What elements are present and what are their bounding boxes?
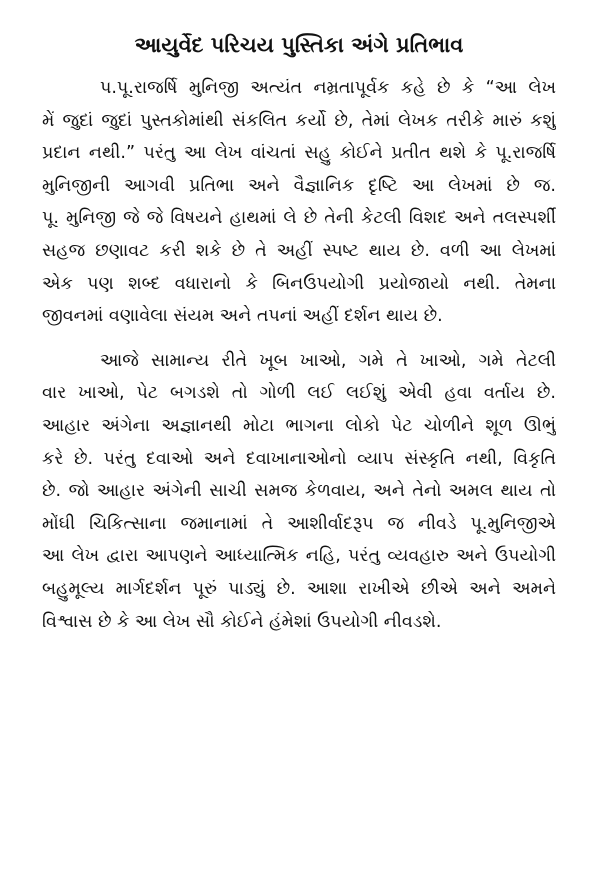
paragraph-line: મુનિજીની આગવી પ્રતિભા અને વૈજ્ઞાનિક દૃષ્ટિ આ લેખમાં છે જ. xyxy=(42,175,556,196)
paragraph-1 xyxy=(42,72,556,333)
paragraph-line: મેં જુદાં જુદાં પુસ્તકોમાંથી સંકલિત કર્યો છે, તેમાં લેખક તરીકે મારું કશું xyxy=(42,110,556,131)
paragraph-line: સહજ છણાવટ કરી શકે છે તે અહીં સ્પષ્ટ થાય છે. વળી આ લેખમાં xyxy=(42,240,556,261)
paragraph-line: પ્રદાન નથી.” પરંતુ આ લેખ વાંચતાં સહુ કોઈને પ્રતીત થશે કે પૂ.રાજર્ષિ xyxy=(42,143,556,164)
paragraph-line: મોંઘી ચિકિત્સાના જમાનામાં તે આશીર્વાદરૂપ જ નીવડે પૂ.મુનિજીએ xyxy=(42,513,556,534)
paragraph-line: જીવનમાં વણાવેલા સંયમ અને તપનાં અહીં દર્શન થાય છે. xyxy=(42,306,443,327)
page-title: આયુર્વેદ પરિચય પુસ્તિકા અંગે પ્રતિભાવ xyxy=(134,33,464,57)
paragraph-line: આહાર અંગેના અજ્ઞાનથી મોટા ભાગના લોકો પેટ ચોળીને શૂળ ઊભું xyxy=(42,415,556,436)
paragraph-line: વિશ્વાસ છે કે આ લેખ સૌ કોઈને હંમેશાં ઉપયોગી નીવડશે. xyxy=(42,611,442,632)
paragraph-line: વાર ખાઓ, પેટ બગડશે તો ગોળી લઈ લઈશું એવી હવા વર્તાય છે. xyxy=(42,383,556,404)
paragraph-line: આજે સામાન્ય રીતે ખૂબ ખાઓ, ગમે તે ખાઓ, ગમે તેટલી xyxy=(100,350,556,371)
paragraph-line: આ લેખ દ્વારા આપણને આધ્યાત્મિક નહિ, પરંતુ વ્યવહારુ અને ઉપયોગી xyxy=(42,546,556,567)
paragraph-line: એક પણ શબ્દ વધારાનો કે બિનઉપયોગી પ્રયોજાયો નથી. તેમના xyxy=(42,273,556,294)
paragraph-line: પ.પૂ.રાજર્ષિ મુનિજી અત્યંત નમ્રતાપૂર્વક કહે છે કે “આ લેખ xyxy=(100,78,556,98)
paragraph-line: છે. જો આહાર અંગેની સાચી સમજ કેળવાય, અને તેનો અમલ થાય તો xyxy=(42,481,556,502)
paragraph-line: બહુમૂલ્ય માર્ગદર્શન પૂરું પાડ્યું છે. આશા રાખીએ છીએ અને અમને xyxy=(42,578,556,599)
paragraph-2 xyxy=(42,345,556,638)
paragraph-line: પૂ. મુનિજી જે જે વિષયને હાથમાં લે છે તેની કેટલી વિશદ અને તલસ્પર્શી xyxy=(42,208,556,229)
paragraph-line: કરે છે. પરંતુ દવાઓ અને દવાખાનાઓનો વ્યાપ સંસ્કૃતિ નથી, વિકૃતિ xyxy=(42,448,556,469)
paragraph-spacer xyxy=(42,333,556,345)
